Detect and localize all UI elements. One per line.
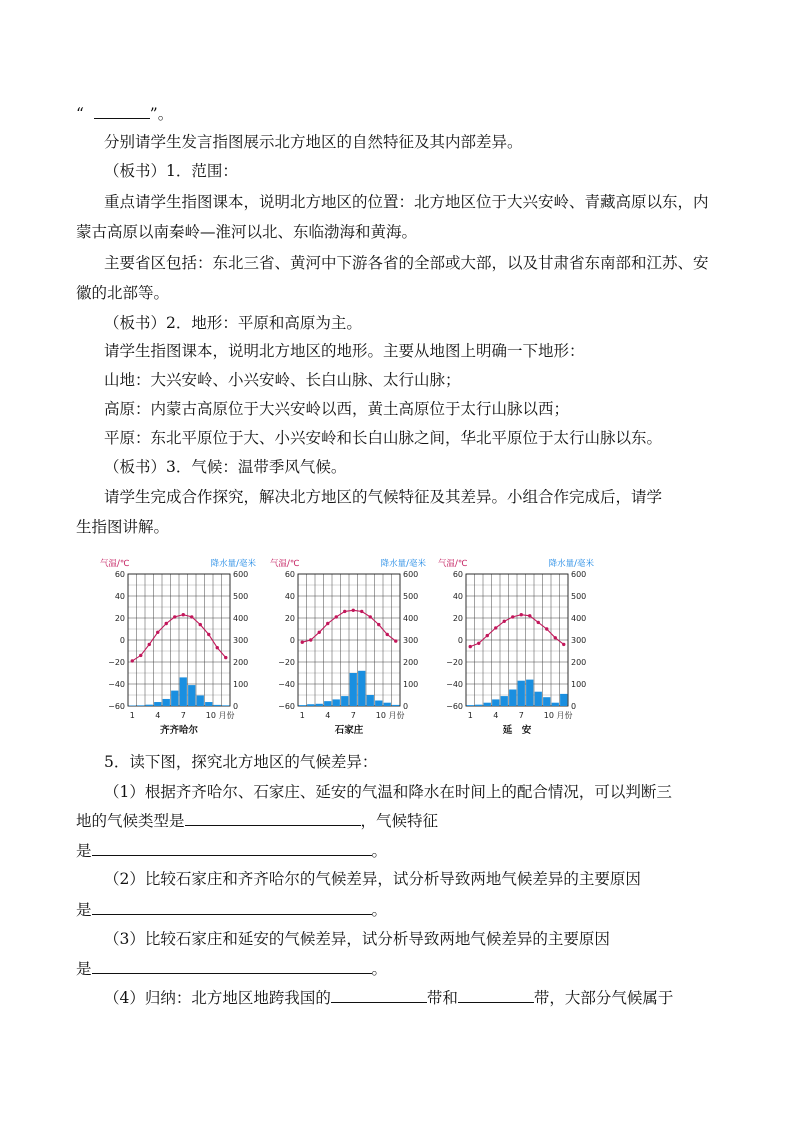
temperature-point — [394, 639, 397, 642]
precipitation-bar — [188, 685, 195, 706]
temperature-point — [301, 641, 304, 644]
temperature-point — [477, 642, 480, 645]
temperature-tick-label: 40 — [452, 592, 463, 601]
answer-blank-reason-3[interactable] — [92, 958, 372, 974]
month-tick-label: 10 月份 — [543, 711, 573, 720]
precipitation-bar — [180, 677, 187, 706]
temperature-point — [224, 656, 227, 659]
temperature-point — [486, 634, 489, 637]
text-fragment: 带和 — [426, 989, 458, 1007]
temperature-point — [190, 615, 193, 618]
precipitation-bar — [367, 695, 374, 706]
precipitation-bar — [375, 701, 382, 707]
temperature-tick-label: −40 — [446, 680, 463, 689]
precipitation-tick-label: 0 — [571, 702, 577, 711]
precipitation-bar — [299, 705, 306, 706]
precipitation-bar — [222, 705, 229, 706]
temperature-point — [165, 622, 168, 625]
precipitation-tick-label: 300 — [403, 636, 419, 645]
paragraph-line: 高原：内蒙古高原位于大兴安岭以西，黄土高原位于太行山脉以西； — [104, 400, 570, 418]
text-fragment: 是 — [76, 960, 92, 978]
precipitation-tick-label: 200 — [403, 658, 419, 667]
paragraph-line: 请学生完成合作探究，解决北方地区的气候特征及其差异。小组合作完成后，请学 — [104, 488, 663, 506]
text-fragment: ，气候特征 — [360, 812, 439, 830]
precipitation-tick-label: 400 — [403, 614, 419, 623]
month-tick-label: 1 — [129, 711, 135, 720]
paragraph-line: 平原：东北平原位于大、小兴安岭和长白山脉之间，华北平原位于太行山脉以东。 — [104, 429, 663, 447]
temperature-point — [216, 646, 219, 649]
temperature-axis-title: 气温/℃ — [270, 559, 300, 569]
paragraph-line: 分别请学生发言指图展示北方地区的自然特征及其内部差异。 — [104, 133, 523, 151]
paragraph-line: 蒙古高原以南秦岭—淮河以北、东临渤海和黄海。 — [76, 223, 418, 241]
temperature-point — [562, 643, 565, 646]
question-1-line3 — [76, 840, 387, 861]
precipitation-tick-label: 400 — [571, 614, 587, 623]
temperature-axis-title: 气温/℃ — [438, 559, 468, 569]
precipitation-bar — [205, 702, 212, 706]
climate-chart-svg — [436, 556, 596, 738]
climate-chart-qiqihar — [98, 556, 258, 738]
precipitation-bar — [501, 696, 508, 706]
temperature-point — [360, 610, 363, 613]
temperature-tick-label: −60 — [108, 702, 125, 711]
precipitation-tick-label: 200 — [571, 658, 587, 667]
temperature-point — [148, 643, 151, 646]
precipitation-bar — [137, 705, 144, 706]
month-tick-label: 10 月份 — [205, 711, 235, 720]
text-fragment: 是 — [76, 842, 92, 860]
precipitation-bar — [492, 699, 499, 706]
precipitation-bar — [324, 701, 331, 706]
precipitation-bar — [560, 694, 567, 706]
temperature-point — [377, 623, 380, 626]
temperature-point — [352, 609, 355, 612]
text-fragment: 。 — [371, 842, 388, 860]
temperature-point — [326, 622, 329, 625]
temperature-point — [309, 638, 312, 641]
temperature-point — [182, 613, 185, 616]
paragraph-line: 重点请学生指图课本，说明北方地区的位置：北方地区位于大兴安岭、青藏高原以东，内 — [104, 193, 709, 211]
temperature-tick-label: −20 — [108, 658, 125, 667]
precipitation-tick-label: 600 — [403, 570, 419, 579]
temperature-tick-label: 40 — [114, 592, 125, 601]
temperature-point — [139, 654, 142, 657]
question-5-heading: 5．读下图，探究北方地区的气候差异： — [104, 753, 378, 771]
month-tick-label: 4 — [155, 711, 161, 720]
temperature-point — [173, 615, 176, 618]
month-tick-label: 1 — [467, 711, 473, 720]
text-fragment: 。 — [371, 901, 388, 919]
answer-blank-climate-feature[interactable] — [92, 840, 372, 856]
temperature-tick-label: 0 — [119, 636, 125, 645]
temperature-point — [520, 613, 523, 616]
temperature-point — [528, 614, 531, 617]
temperature-tick-label: 60 — [284, 570, 295, 579]
question-1-text: （1）根据齐齐哈尔、石家庄、延安的气温和降水在时间上的配合情况，可以判断三 — [104, 783, 672, 801]
answer-blank-zone-2[interactable] — [458, 987, 534, 1003]
temperature-tick-label: −40 — [278, 680, 295, 689]
question-2-text: （2）比较石家庄和齐齐哈尔的气候差异，试分析导致两地气候差异的主要原因 — [104, 870, 641, 888]
precipitation-bar — [214, 705, 221, 706]
board-heading-scope: （板书）1．范围： — [104, 162, 238, 180]
precipitation-bar — [146, 705, 153, 706]
precipitation-axis-title: 降水量/毫米 — [210, 559, 256, 569]
precipitation-tick-label: 0 — [403, 702, 409, 711]
precipitation-bar — [484, 703, 491, 706]
temperature-tick-label: −20 — [278, 658, 295, 667]
chart-title: 延 安 — [502, 725, 532, 736]
temperature-point — [318, 631, 321, 634]
precipitation-bar — [526, 680, 533, 706]
temperature-point — [156, 631, 159, 634]
precipitation-bar — [392, 705, 399, 706]
text-fragment: 带，大部分气候属于 — [533, 989, 674, 1007]
paragraph-line: 徽的北部等。 — [76, 284, 170, 302]
precipitation-tick-label: 100 — [233, 680, 249, 689]
climate-chart-svg — [98, 556, 258, 738]
temperature-axis-title: 气温/℃ — [100, 559, 130, 569]
temperature-point — [207, 633, 210, 636]
precipitation-bar — [384, 703, 391, 706]
temperature-tick-label: 20 — [284, 614, 295, 623]
precipitation-bar — [333, 699, 340, 706]
precipitation-bar — [543, 697, 550, 706]
temperature-tick-label: 60 — [114, 570, 125, 579]
precipitation-bar — [552, 703, 559, 706]
line-quote-blank — [76, 103, 173, 124]
text-fragment: 是 — [76, 901, 92, 919]
temperature-point — [369, 615, 372, 618]
month-tick-label: 7 — [180, 711, 186, 720]
precipitation-bar — [171, 691, 178, 706]
month-tick-label: 4 — [493, 711, 499, 720]
month-tick-label: 7 — [350, 711, 356, 720]
precipitation-bar — [475, 705, 482, 706]
temperature-point — [537, 621, 540, 624]
board-heading-climate: （板书）3．气候：温带季风气候。 — [104, 458, 347, 476]
temperature-point — [554, 636, 557, 639]
question-3-text: （3）比较石家庄和延安的气候差异，试分析导致两地气候差异的主要原因 — [104, 930, 610, 948]
month-tick-label: 4 — [325, 711, 331, 720]
precipitation-bar — [154, 702, 161, 706]
board-heading-terrain: （板书）2．地形：平原和高原为主。 — [104, 314, 362, 332]
precipitation-bar — [518, 681, 525, 706]
precipitation-bar — [307, 704, 314, 706]
chart-title: 齐齐哈尔 — [159, 725, 199, 736]
precipitation-tick-label: 300 — [233, 636, 249, 645]
temperature-tick-label: 60 — [452, 570, 463, 579]
temperature-point — [494, 626, 497, 629]
temperature-point — [511, 615, 514, 618]
precipitation-tick-label: 100 — [571, 680, 587, 689]
climate-chart-svg — [268, 556, 428, 738]
temperature-tick-label: 20 — [114, 614, 125, 623]
climate-chart-yanan — [436, 556, 596, 738]
chart-title: 石家庄 — [334, 725, 364, 736]
paragraph-line: 生指图讲解。 — [76, 518, 170, 536]
text-fragment: 。 — [371, 960, 388, 978]
precipitation-axis-title: 降水量/毫米 — [548, 559, 594, 569]
month-tick-label: 1 — [299, 711, 305, 720]
precipitation-tick-label: 600 — [233, 570, 249, 579]
temperature-point — [199, 623, 202, 626]
temperature-point — [545, 627, 548, 630]
precipitation-bar — [341, 696, 348, 706]
precipitation-tick-label: 200 — [233, 658, 249, 667]
temperature-tick-label: 0 — [457, 636, 463, 645]
paragraph-line: 请学生指图课本，说明北方地区的地形。主要从地图上明确一下地形： — [104, 342, 585, 360]
question-1-line2 — [76, 810, 438, 831]
answer-blank-reason-2[interactable] — [92, 899, 372, 915]
question-3-line2 — [76, 958, 387, 979]
close-quote: ”。 — [149, 105, 174, 123]
precipitation-tick-label: 400 — [233, 614, 249, 623]
precipitation-bar — [350, 673, 357, 706]
precipitation-bar — [316, 704, 323, 706]
question-2-line2 — [76, 899, 387, 920]
precipitation-bar — [163, 699, 170, 706]
temperature-point — [503, 620, 506, 623]
precipitation-bar — [535, 692, 542, 706]
temperature-point — [335, 615, 338, 618]
temperature-point — [131, 659, 134, 662]
temperature-tick-label: 0 — [289, 636, 295, 645]
temperature-tick-label: 40 — [284, 592, 295, 601]
month-tick-label: 10 月份 — [375, 711, 405, 720]
temperature-tick-label: −60 — [446, 702, 463, 711]
precipitation-tick-label: 300 — [571, 636, 587, 645]
precipitation-bar — [467, 705, 474, 706]
temperature-tick-label: −60 — [278, 702, 295, 711]
text-fragment: （4）归纳：北方地区地跨我国的 — [104, 989, 331, 1007]
precipitation-tick-label: 0 — [233, 702, 239, 711]
precipitation-bar — [509, 690, 516, 707]
precipitation-bar — [358, 671, 365, 706]
paragraph-line: 山地：大兴安岭、小兴安岭、长白山脉、太行山脉； — [104, 371, 461, 389]
answer-blank-zone-1[interactable] — [331, 987, 427, 1003]
climate-chart-shijiazhuang — [268, 556, 428, 738]
precipitation-axis-title: 降水量/毫米 — [380, 559, 426, 569]
temperature-tick-label: 20 — [452, 614, 463, 623]
precipitation-tick-label: 500 — [571, 592, 587, 601]
answer-blank-climate-type[interactable] — [185, 810, 361, 826]
open-quote: “ — [76, 105, 84, 123]
precipitation-tick-label: 600 — [571, 570, 587, 579]
precipitation-tick-label: 500 — [403, 592, 419, 601]
precipitation-tick-label: 500 — [233, 592, 249, 601]
temperature-tick-label: −20 — [446, 658, 463, 667]
precipitation-bar — [197, 695, 204, 706]
precipitation-tick-label: 100 — [403, 680, 419, 689]
blank-field — [94, 103, 150, 119]
question-4-text — [104, 987, 720, 1008]
temperature-tick-label: −40 — [108, 680, 125, 689]
temperature-point — [469, 645, 472, 648]
month-tick-label: 7 — [518, 711, 524, 720]
temperature-point — [343, 610, 346, 613]
paragraph-line: 主要省区包括：东北三省、黄河中下游各省的全部或大部，以及甘肃省东南部和江苏、安 — [104, 254, 709, 272]
temperature-point — [386, 633, 389, 636]
text-fragment: 地的气候类型是 — [76, 812, 185, 830]
